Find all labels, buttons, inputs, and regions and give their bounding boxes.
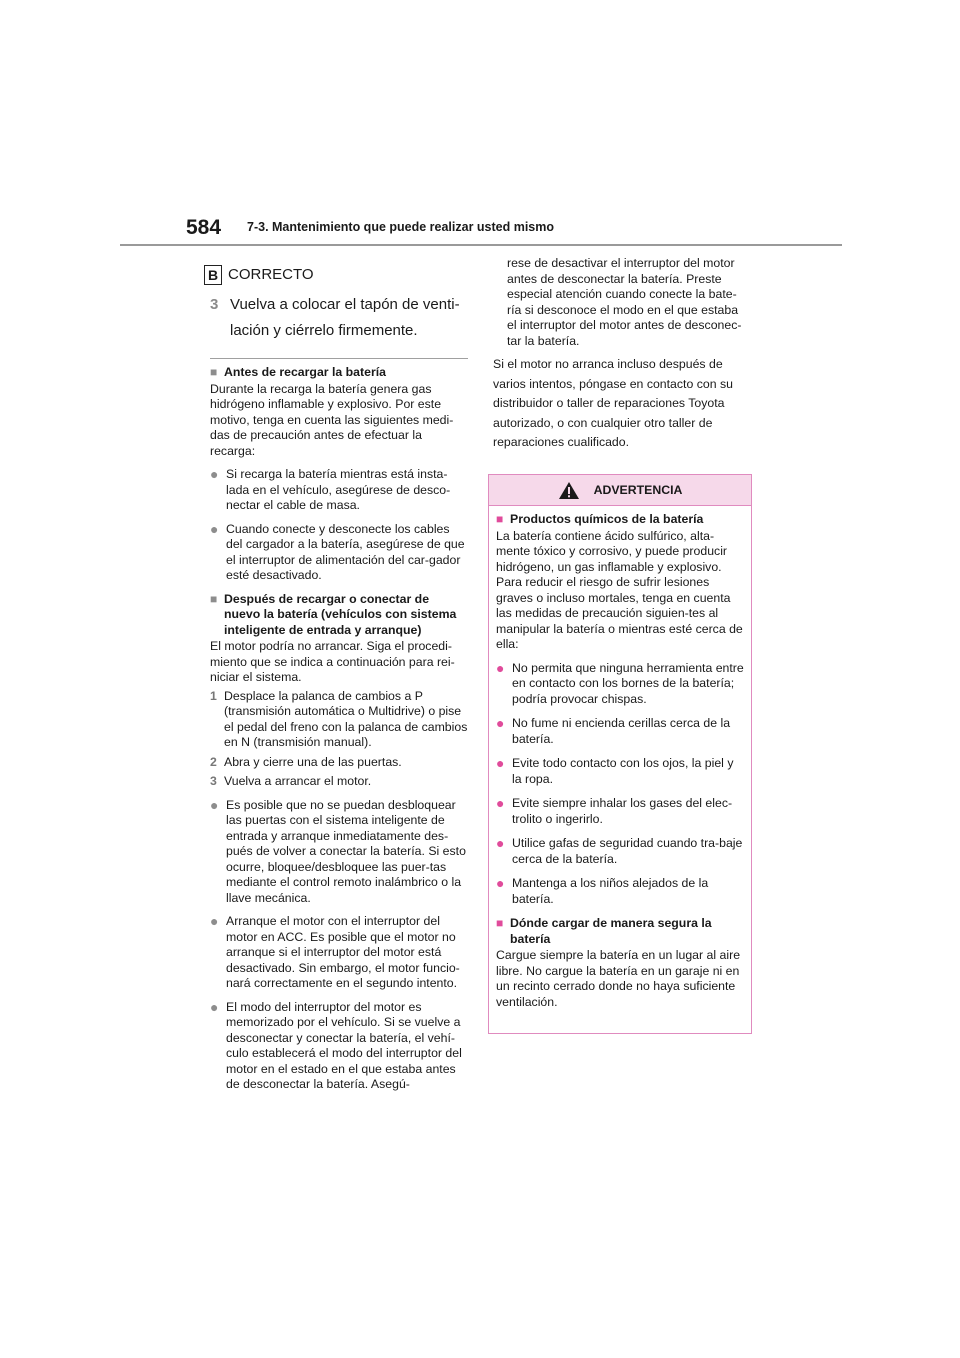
step-3-replace-cap bbox=[210, 292, 468, 344]
right-column bbox=[493, 256, 751, 453]
heading-before-charging bbox=[210, 365, 468, 381]
bullet-item bbox=[210, 467, 468, 514]
paragraph-after-charging: El motor podría no arrancar. Siga el procedi-miento que se indica a continuación para rei-niciar el sistema. bbox=[210, 639, 455, 684]
round-bullet-icon: ● bbox=[496, 715, 505, 731]
warning-bullet bbox=[496, 836, 744, 867]
bullet-text: Cuando conecte y desconecte los cables del cargador a la batería, asegúrese de que el interruptor de alimentación del car-gador esté desactivado. bbox=[226, 521, 465, 582]
heading-text: Dónde cargar de manera segura la batería bbox=[510, 916, 712, 946]
warning-paragraph: Cargue siempre la batería en un lugar al aire libre. No cargue la batería en un garaje ni en un recinto cerrado donde no haya suficiente ventilación. bbox=[496, 948, 741, 1009]
step-number: 2 bbox=[210, 754, 217, 769]
warning-heading-where-charge bbox=[496, 916, 744, 947]
round-bullet-icon: ● bbox=[210, 520, 219, 537]
bullet-text: Si recarga la batería mientras está insta-lada en el vehículo, asegúrese de desco-nectar el cable de masa. bbox=[226, 467, 451, 512]
round-bullet-icon: ● bbox=[210, 998, 219, 1015]
header-divider bbox=[120, 244, 842, 246]
heading-after-charging bbox=[210, 592, 468, 639]
step-1 bbox=[210, 689, 468, 751]
step-number: 3 bbox=[210, 774, 217, 788]
round-bullet-icon: ● bbox=[496, 795, 505, 811]
warning-bullet bbox=[496, 716, 744, 747]
bullet-item bbox=[210, 798, 468, 907]
warning-triangle-icon bbox=[558, 481, 580, 500]
left-column bbox=[207, 262, 468, 1099]
bullet-item bbox=[210, 1000, 468, 1093]
step-3 bbox=[210, 774, 468, 790]
bullet-text: Mantenga a los niños alejados de la batería. bbox=[512, 876, 709, 906]
heading-text: Antes de recargar la batería bbox=[224, 365, 386, 379]
bullet-text: Evite siempre inhalar los gases del elec-trolito o ingerirlo. bbox=[512, 796, 733, 826]
round-bullet-icon: ● bbox=[496, 659, 505, 676]
bullet-text: Utilice gafas de seguridad cuando tra-baje cerca de la batería. bbox=[512, 836, 743, 866]
correcto-text: CORRECTO bbox=[228, 266, 314, 283]
step-text: Desplace la palanca de cambios a P (transmisión automática o Multidrive) o pise el pedal del freno con la palanca de cambios en N (transmisión manual). bbox=[224, 688, 468, 749]
warning-body bbox=[489, 506, 751, 1010]
heading-text: Después de recargar o conectar de nuevo la batería (vehículos con sistema inteligente de entrada y arranque) bbox=[224, 591, 457, 637]
square-bullet-icon: ■ bbox=[496, 916, 504, 930]
bullet-text: No permita que ninguna herramienta entre en contacto con los bornes de la batería; podría provocar chispas. bbox=[512, 660, 744, 706]
warning-bullet bbox=[496, 661, 744, 708]
bullet-continuation: rese de desactivar el interruptor del motor antes de desconectar la batería. Preste especial atención cuando conecte la bate-ría si desconoce el modo en el que estaba el interruptor del motor antes de desconec-tar la batería. bbox=[507, 256, 742, 348]
warning-header bbox=[489, 475, 751, 506]
bullet-text: El modo del interruptor del motor es memorizado por el vehículo. Si se vuelve a desconectar y conectar la batería, el vehí-culo establecerá el modo del interruptor del motor en el estado en el que estaba antes de desconectar la batería. Asegú- bbox=[226, 999, 462, 1091]
round-bullet-icon: ● bbox=[210, 796, 219, 813]
warning-title: ADVERTENCIA bbox=[593, 483, 683, 497]
section-title: 7-3. Mantenimiento que puede realizar usted mismo bbox=[247, 220, 555, 234]
paragraph-before-charging: Durante la recarga la batería genera gas hidrógeno inflamable y explosivo. Por este motivo, tenga en cuenta las siguientes medi-das de precaución antes de efectuar la recarga: bbox=[210, 381, 454, 458]
warning-heading-chemicals bbox=[496, 512, 744, 528]
bullet-item bbox=[210, 914, 468, 992]
step-number: 3 bbox=[210, 296, 219, 313]
warning-bullet bbox=[496, 756, 744, 787]
step-text: Vuelva a arrancar el motor. bbox=[224, 774, 372, 788]
warning-bullet bbox=[496, 876, 744, 907]
square-bullet-icon: ■ bbox=[210, 365, 218, 379]
bullet-text: Evite todo contacto con los ojos, la piel y la ropa. bbox=[512, 756, 734, 786]
round-bullet-icon: ● bbox=[496, 755, 505, 771]
warning-paragraph: La batería contiene ácido sulfúrico, alta-mente tóxico y corrosivo, y puede producir hidrógeno, un gas inflamable y explosivo. Para reducir el riesgo de sufrir lesiones graves o incluso mortales, tenga en cuenta las medidas de precaución siguien-tes al manipular la batería o mientras esté cerca de ella: bbox=[496, 528, 743, 651]
round-bullet-icon: ● bbox=[210, 466, 219, 482]
step-text: Abra y cierre una de las puertas. bbox=[224, 754, 402, 769]
round-bullet-icon: ● bbox=[210, 913, 219, 929]
paragraph-no-start: Si el motor no arranca incluso después de varios intentos, póngase en contacto con su distribuidor o taller de reparaciones Toyota autorizado, o con cualquier otro taller de reparaciones cualificado. bbox=[493, 357, 733, 449]
page-number: 584 bbox=[186, 216, 222, 239]
round-bullet-icon: ● bbox=[496, 835, 505, 851]
square-bullet-icon: ■ bbox=[210, 591, 218, 606]
bullet-text: Arranque el motor con el interruptor del motor en ACC. Es posible que el motor no arranque si el interruptor del motor está desactivado. Sin embargo, el motor funcio-nará correctamente en el segundo intento. bbox=[226, 914, 460, 990]
bullet-text: No fume ni encienda cerillas cerca de la batería. bbox=[512, 716, 731, 746]
warning-box bbox=[488, 474, 752, 1034]
correcto-label-row bbox=[204, 262, 468, 288]
heading-text: Productos químicos de la batería bbox=[510, 512, 704, 526]
square-bullet-icon: ■ bbox=[496, 512, 504, 526]
step-number: 1 bbox=[210, 688, 217, 703]
bullet-text: Es posible que no se puedan desbloquear las puertas con el sistema inteligente de entrada y arranque inmediatamente des-pués de volver a conectar la batería. Si esto ocurre, bloquee/desbloquee las puer-tas mediante el control remoto inalámbrico o la llave mecánica. bbox=[226, 797, 466, 905]
bullet-item bbox=[210, 522, 468, 584]
round-bullet-icon: ● bbox=[496, 875, 505, 891]
section-divider bbox=[210, 358, 468, 359]
step-2 bbox=[210, 755, 468, 771]
figure-label-b: B bbox=[204, 265, 222, 285]
step-text: Vuelva a colocar el tapón de venti-lación y ciérrelo firmemente. bbox=[230, 296, 460, 339]
warning-bullet bbox=[496, 796, 744, 827]
